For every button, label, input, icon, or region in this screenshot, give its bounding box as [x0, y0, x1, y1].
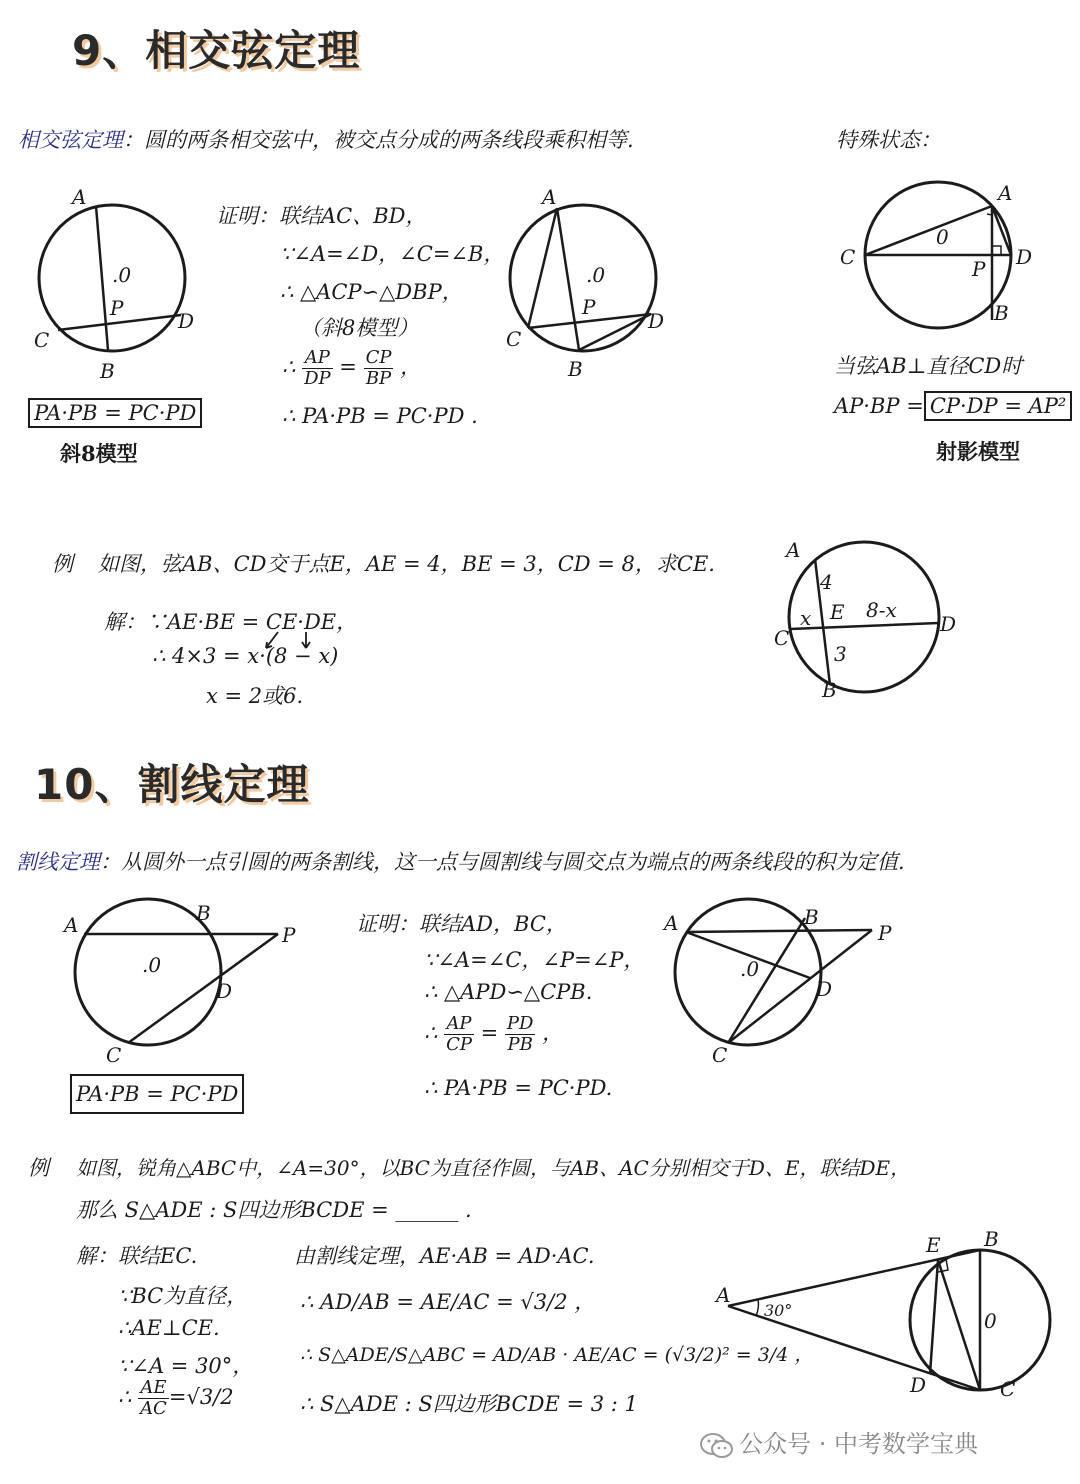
example10-sol-a3: ∴AE⊥CE. — [118, 1316, 220, 1340]
figure-intersecting-chords — [20, 180, 220, 390]
label-de: 8-x — [866, 598, 897, 622]
special-state-label: 特殊状态： — [836, 128, 941, 152]
section9-definition — [18, 124, 634, 154]
label-B: B — [822, 678, 837, 702]
section9-title: 9、相交弦定理 — [72, 26, 361, 75]
label-ae: 4 — [820, 570, 833, 594]
special-model: 射影模型 — [936, 439, 1020, 464]
example10-text: 如图，锐角△ABC中，∠A=30°，以BC为直径作圆，与AB、AC分别相交于D、E，联结DE， — [76, 1156, 911, 1180]
label-A: A — [542, 185, 557, 209]
formula-box: PA·PB = PC·PD — [28, 398, 202, 428]
label-O: .0 — [142, 953, 162, 977]
wechat-icon — [700, 1432, 734, 1464]
proof-line-6: ∴ PA·PB = PC·PD . — [282, 404, 478, 428]
watermark-text: 公众号 · 中考数学宝典 — [739, 1430, 978, 1458]
label-P: P — [972, 257, 986, 281]
figure-secant-connected — [660, 900, 910, 1065]
label-C: C — [34, 328, 50, 352]
label-D: D — [1016, 245, 1033, 269]
label-C: C — [106, 1043, 122, 1067]
example10-sol-b1: 由割线定理，AE·AB = AD·AC. — [294, 1244, 595, 1268]
example10-sol-a1: 解：联结EC. — [76, 1244, 198, 1268]
proof-line-5: ∴ $\frac{AP}{DP}$ = $\frac{CP}{BP}$ ， — [282, 347, 422, 389]
label-C: C — [840, 245, 856, 269]
section10-title: 10、割线定理 — [34, 760, 310, 809]
label-B: B — [984, 1227, 999, 1251]
figure-special-state — [830, 170, 1060, 340]
label-B: B — [196, 901, 211, 925]
label-D: D — [816, 977, 833, 1001]
label-O: 0 — [984, 1309, 997, 1333]
label-C: C — [774, 626, 790, 650]
example10-sol-a4: ∵∠A = 30°， — [118, 1354, 254, 1378]
label-B: B — [568, 357, 583, 381]
label-O: 0 — [936, 225, 949, 249]
proof10-line-5: ∴ PA·PB = PC·PD. — [424, 1076, 613, 1100]
figure-secant — [60, 900, 310, 1065]
label-O: .0 — [740, 957, 760, 981]
example10-label: 例 — [28, 1156, 49, 1180]
label-P: P — [110, 296, 124, 320]
proof-line-1: 证明：联结AC、BD， — [216, 204, 427, 228]
special-equation-box: CP·DP = AP² — [924, 391, 1073, 421]
proof-line-4: （斜8模型） — [300, 316, 419, 340]
definition-text: ：从圆外一点引圆的两条割线，这一点与圆割线与圆交点为端点的两条线段的积为定值. — [100, 850, 905, 874]
example9-sol-2: ∴ 4×3 = x·(8 − x) — [152, 644, 339, 668]
label-O: .0 — [112, 263, 132, 287]
proof10-line-1: 证明：联结AD，BC， — [356, 912, 567, 936]
proof10-line-2: ∵∠A=∠C，∠P=∠P， — [424, 948, 645, 972]
label-P: P — [282, 923, 296, 947]
label-A: A — [64, 913, 79, 937]
label-C: C — [506, 327, 522, 351]
label-E: E — [830, 600, 845, 624]
label-angle: 30° — [764, 1301, 793, 1320]
label-O: .0 — [586, 263, 606, 287]
example9-text: 如图，弦AB、CD交于点E，AE = 4，BE = 3，CD = 8，求CE. — [98, 552, 715, 576]
definition-term: 割线定理 — [16, 850, 100, 874]
example10-text2: 那么 S△ADE : S四边形BCDE = ______ . — [76, 1198, 472, 1222]
formula-box: PA·PB = PC·PD — [70, 1074, 244, 1114]
label-E: E — [926, 1233, 941, 1257]
label-D: D — [940, 612, 957, 636]
label-A: A — [786, 538, 801, 562]
label-be: 3 — [834, 642, 847, 666]
example10-sol-b3: ∴ S△ADE/S△ABC = AD/AB · AE/AC = (√3/2)² = 3/4 ， — [300, 1344, 814, 1366]
watermark — [700, 1424, 978, 1464]
label-A: A — [664, 911, 679, 935]
example10-sol-a5: ∴ $\frac{AE}{AC}$ =√3/2 — [118, 1377, 234, 1419]
figure-example10 — [714, 1228, 1054, 1408]
label-B: B — [804, 905, 819, 929]
label-P: P — [582, 295, 596, 319]
label-C: C — [712, 1043, 728, 1067]
proof-line-2: ∵∠A=∠D，∠C=∠B， — [280, 242, 505, 266]
label-A: A — [716, 1283, 731, 1307]
label-A: A — [72, 185, 87, 209]
special-equation: AP·BP = CP·DP = AP² — [834, 394, 1072, 418]
label-B: B — [100, 359, 115, 383]
figure-example9 — [770, 535, 970, 705]
label-A: A — [998, 181, 1013, 205]
proof-line-3: ∴ △ACP∽△DBP， — [280, 280, 463, 304]
example10-sol-b4: ∴ S△ADE : S四边形BCDE = 3 : 1 — [300, 1392, 638, 1416]
example9-label: 例 — [52, 552, 73, 576]
label-D: D — [216, 979, 233, 1003]
example10-sol-b2: ∴ AD/AB = AE/AC = √3/2 ， — [300, 1290, 596, 1314]
label-B: B — [994, 301, 1009, 325]
example10-sol-a2: ∵BC为直径， — [118, 1284, 248, 1308]
definition-text: ：圆的两条相交弦中，被交点分成的两条线段乘积相等. — [123, 128, 634, 152]
example9-sol-1: 解：∵AE·BE = CE·DE， — [104, 610, 358, 634]
figure-chords-connected — [500, 180, 700, 390]
section10-definition — [16, 846, 905, 876]
label-P: P — [878, 921, 892, 945]
definition-term: 相交弦定理 — [18, 128, 123, 152]
model-name: 斜8模型 — [60, 441, 138, 466]
label-D: D — [648, 309, 665, 333]
example9-sol-3: x = 2或6. — [206, 684, 304, 708]
proof10-line-3: ∴ △APD∽△CPB. — [424, 980, 593, 1004]
proof10-line-4: ∴ $\frac{AP}{CP}$ = $\frac{PD}{PB}$ ， — [424, 1013, 564, 1055]
label-ce: x — [800, 606, 812, 630]
label-D: D — [178, 309, 195, 333]
special-condition: 当弦AB⊥直径CD时 — [834, 354, 1023, 378]
label-D: D — [910, 1373, 927, 1397]
label-C: C — [1000, 1377, 1016, 1401]
